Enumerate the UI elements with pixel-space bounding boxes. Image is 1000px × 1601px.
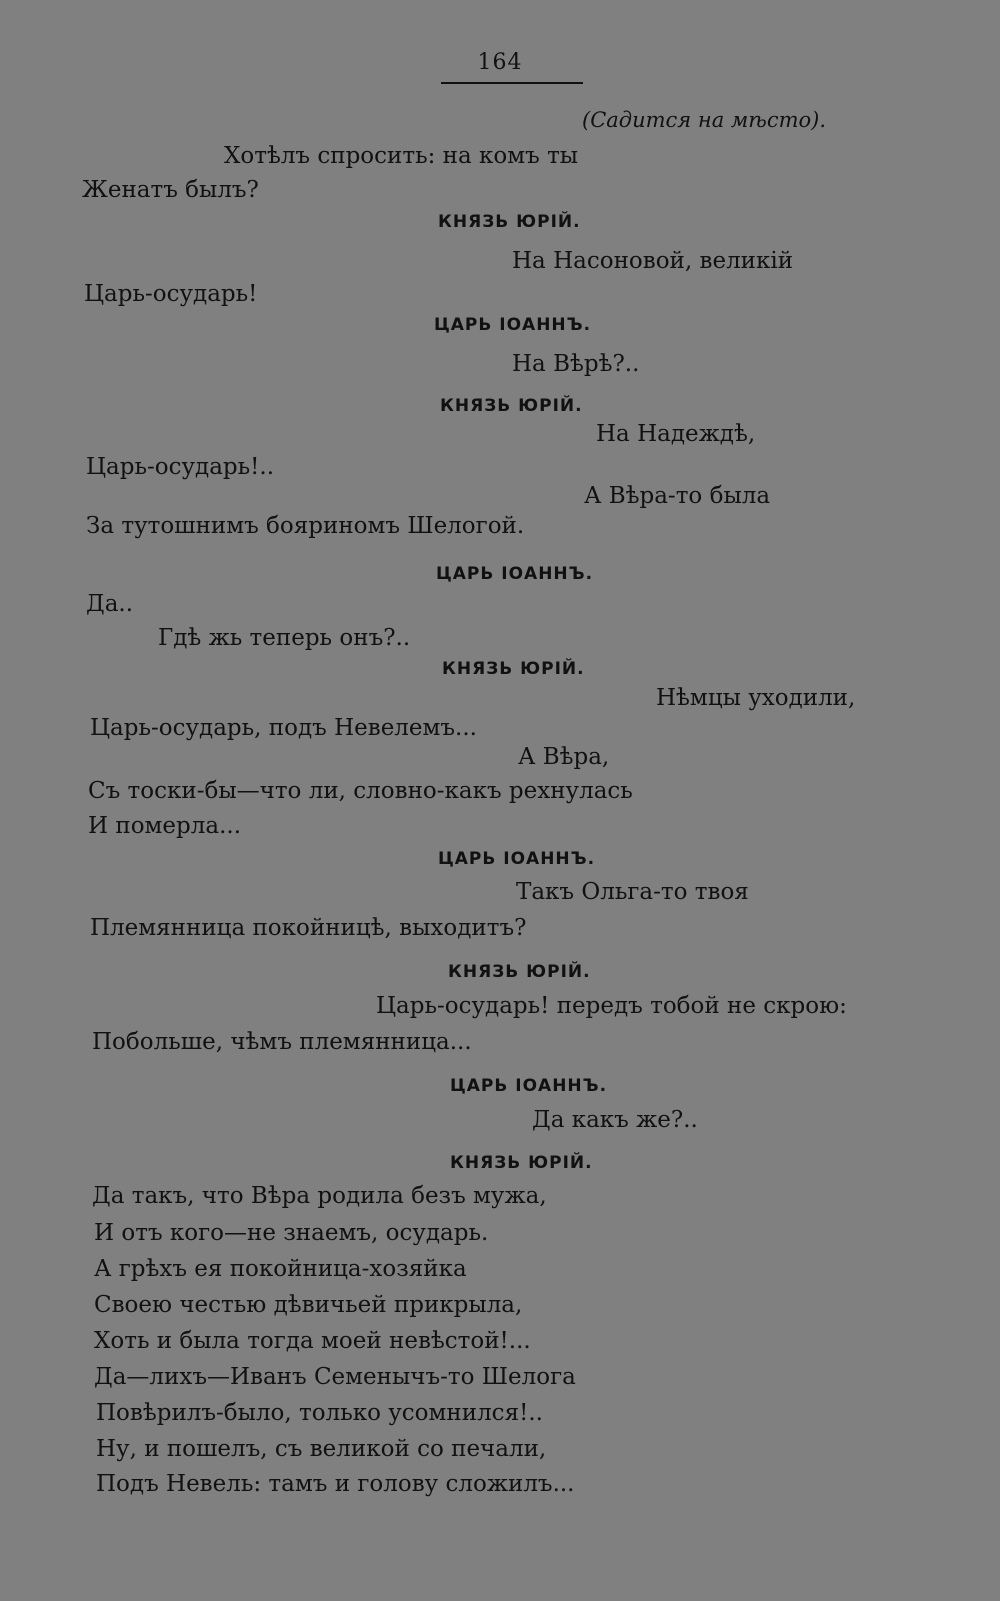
verse-line: Подъ Невель: тамъ и голову сложилъ... [96, 1471, 575, 1497]
stage-direction: (Садится на мѣсто). [582, 108, 827, 132]
verse-line: Побольше, чѣмъ племянница... [92, 1029, 472, 1055]
verse-line: Царь-осударь, подъ Невелемъ... [90, 715, 477, 741]
verse-line: Повѣрилъ-было, только усомнился!.. [96, 1400, 543, 1426]
verse-line: Да.. [86, 591, 134, 617]
verse-line: Да какъ же?.. [532, 1107, 698, 1133]
verse-line: На Вѣрѣ?.. [512, 351, 640, 377]
verse-line: А Вѣра-то была [584, 483, 771, 509]
verse-line: На Надеждѣ, [596, 421, 756, 447]
verse-line: Царь-осударь! передъ тобой не скрою: [376, 993, 847, 1019]
page-number-rule [441, 82, 583, 84]
speaker-name: ЦАРЬ ІОАННЪ. [450, 1076, 608, 1096]
verse-line: И померла... [88, 813, 242, 839]
verse-line: Гдѣ жь теперь онъ?.. [158, 625, 411, 651]
speaker-name: ЦАРЬ ІОАННЪ. [436, 564, 594, 584]
verse-line: Хотѣлъ спросить: на комъ ты [224, 143, 579, 169]
verse-line: Царь-осударь! [84, 281, 258, 307]
speaker-name: КНЯЗЬ ЮРІЙ. [440, 396, 583, 416]
speaker-name: ЦАРЬ ІОАННЪ. [438, 849, 596, 869]
verse-line: Съ тоски-бы—что ли, словно-какъ рехнулась [88, 778, 633, 804]
verse-line: Царь-осударь!.. [86, 454, 275, 480]
speaker-name: КНЯЗЬ ЮРІЙ. [448, 962, 591, 982]
verse-line: За тутошнимъ бояриномъ Шелогой. [86, 513, 525, 539]
speaker-name: КНЯЗЬ ЮРІЙ. [438, 212, 581, 232]
verse-line: На Насоновой, великій [512, 248, 794, 274]
verse-line: Ну, и пошелъ, съ великой со печали, [96, 1436, 547, 1462]
verse-line: Нѣмцы уходили, [656, 685, 856, 711]
verse-line: Да такъ, что Вѣра родила безъ мужа, [92, 1183, 547, 1209]
verse-line: Женатъ былъ? [82, 177, 259, 203]
verse-line: Хоть и была тогда моей невѣстой!... [94, 1328, 531, 1354]
speaker-name: ЦАРЬ ІОАННЪ. [434, 315, 592, 335]
speaker-name: КНЯЗЬ ЮРІЙ. [442, 659, 585, 679]
verse-line: Такъ Ольга-то твоя [516, 879, 749, 905]
verse-line: Своею честью дѣвичьей прикрыла, [94, 1292, 523, 1318]
verse-line: А грѣхъ ея покойница-хозяйка [94, 1256, 467, 1282]
page-number: 164 [477, 50, 523, 75]
verse-line: Да—лихъ—Иванъ Семенычъ-то Шелога [94, 1364, 576, 1390]
verse-line: И отъ кого—не знаемъ, осударь. [94, 1220, 489, 1246]
verse-line: Племянница покойницѣ, выходитъ? [90, 915, 527, 941]
verse-line: А Вѣра, [518, 744, 610, 770]
speaker-name: КНЯЗЬ ЮРІЙ. [450, 1153, 593, 1173]
